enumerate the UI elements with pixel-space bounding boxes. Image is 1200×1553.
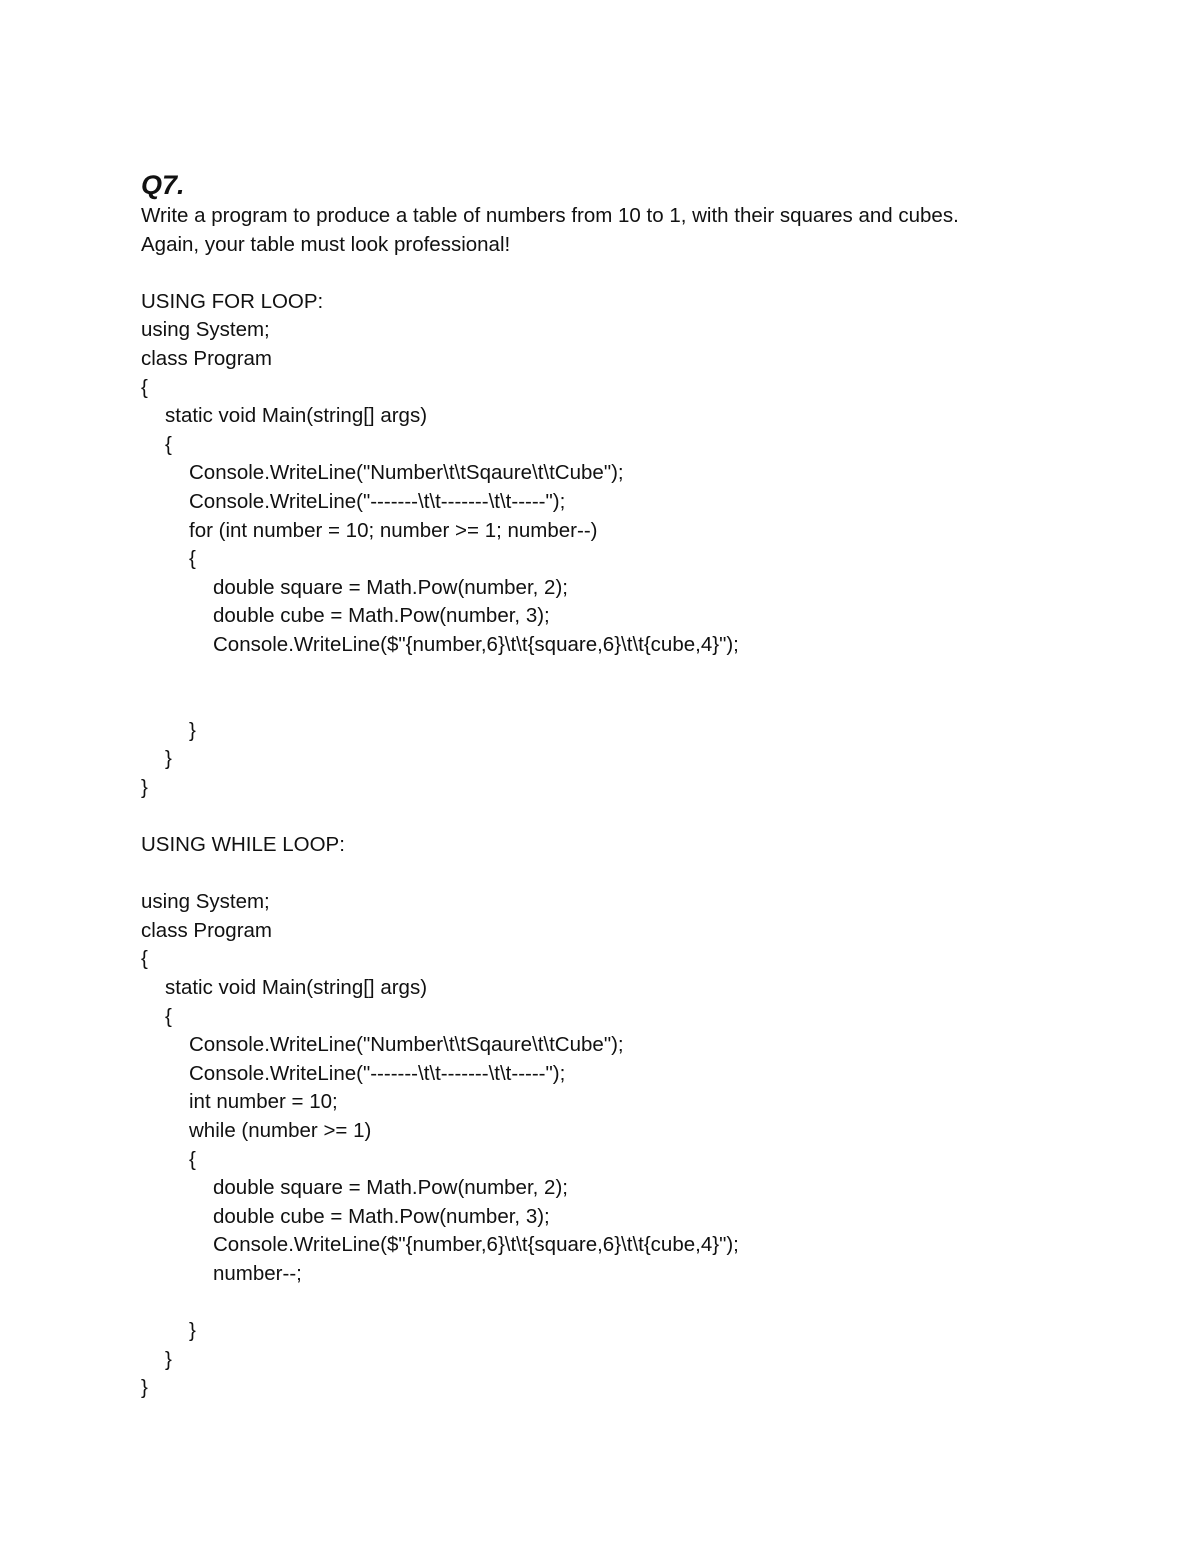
spacer [141, 688, 1141, 717]
code-line: Console.WriteLine("Number\t\tSqaure\t\tCube"); [189, 1033, 624, 1057]
question-prompt-line-2: Again, your table must look professional! [141, 232, 511, 256]
code-line: static void Main(string[] args) [165, 404, 428, 428]
code-line: Console.WriteLine("Number\t\tSqaure\t\tCube"); [189, 461, 624, 485]
code-line: } [189, 1319, 196, 1343]
code-line: double square = Math.Pow(number, 2); [213, 575, 568, 599]
code-line: } [141, 1376, 148, 1400]
code-line: Console.WriteLine($"{number,6}\t\t{square,6}\t\t{cube,4}"); [213, 1233, 739, 1257]
code-line: Console.WriteLine("-------\t\t-------\t\t-----"); [189, 1061, 566, 1085]
code-line: } [189, 718, 196, 742]
code-line: } [165, 747, 172, 771]
code-line: } [165, 1347, 172, 1371]
document-page [141, 168, 1141, 1403]
question-title: Q7. [141, 170, 185, 200]
code-line: static void Main(string[] args) [165, 976, 428, 1000]
code-line: for (int number = 10; number >= 1; number--) [189, 518, 598, 542]
question-prompt-line-1: Write a program to produce a table of numbers from 10 to 1, with their squares and cubes. [141, 204, 959, 227]
code-line: int number = 10; [189, 1090, 338, 1114]
code-line: { [189, 547, 196, 571]
while-loop-heading: USING WHILE LOOP: [141, 833, 345, 857]
spacer [141, 259, 1141, 288]
while-loop-section [141, 831, 1141, 1403]
code-line: class Program [141, 346, 273, 370]
code-line: } [141, 775, 148, 799]
code-line: { [189, 1147, 196, 1171]
code-line: { [165, 1004, 172, 1028]
code-line: number--; [213, 1261, 302, 1285]
code-line: class Program [141, 918, 273, 942]
spacer [141, 802, 1141, 831]
code-line: { [141, 947, 148, 971]
code-line: double cube = Math.Pow(number, 3); [213, 1204, 550, 1228]
for-loop-heading: USING FOR LOOP: [141, 289, 324, 313]
code-line: Console.WriteLine("-------\t\t-------\t\t-----"); [189, 489, 566, 513]
code-line: { [141, 375, 148, 399]
spacer [141, 1289, 1141, 1318]
spacer [141, 860, 1141, 889]
code-line: { [165, 432, 172, 456]
spacer [141, 660, 1141, 689]
code-line: double square = Math.Pow(number, 2); [213, 1176, 568, 1200]
code-line: while (number >= 1) [189, 1119, 372, 1142]
code-line: double cube = Math.Pow(number, 3); [213, 604, 550, 628]
for-loop-section [141, 288, 1141, 803]
code-line: using System; [141, 318, 270, 342]
code-line: Console.WriteLine($"{number,6}\t\t{square,6}\t\t{cube,4}"); [213, 632, 739, 656]
code-line: using System; [141, 890, 270, 914]
